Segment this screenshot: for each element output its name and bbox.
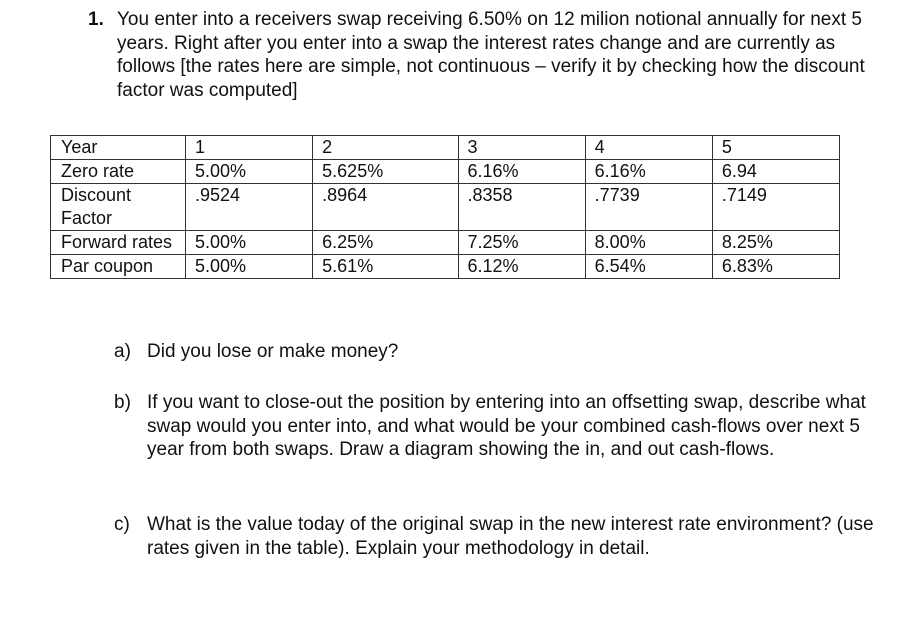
rates-table [50,135,840,279]
table-cell: 5.625% [313,160,458,184]
table-row-forward-rates [51,231,840,255]
table-cell: 7.25% [458,231,585,255]
subquestion-text: If you want to close-out the position by entering into an offsetting swap, describe what swap would you enter into, and what would be your combined cash-flows over next 5 year from both swaps. Draw a diagram showing the in, and out cash-flows. [147,392,866,460]
table-cell: 5.61% [313,255,458,279]
row-label: Discount Factor [51,184,186,231]
question-text: You enter into a receivers swap receiving 6.50% on 12 milion notional annually for next 5 years. Right after you enter into a swap the interest rates change and are currently as follows [the rates here are simple, not continuous – verify it by checking how the discount factor was computed] [117,9,865,101]
table-row-discount-factor [51,184,840,231]
question-1 [88,8,888,102]
table-cell: 6.94 [712,160,839,184]
table-cell: 6.83% [712,255,839,279]
table-cell: 8.00% [585,231,712,255]
subquestion-c [114,513,894,560]
table-cell: .9524 [186,184,313,231]
subquestion-a [114,340,894,364]
subquestion-b [114,391,894,462]
table-cell: 6.16% [585,160,712,184]
subquestion-text: Did you lose or make money? [147,341,399,362]
question-number: 1. [88,9,104,30]
row-label: Zero rate [51,160,186,184]
row-label: Par coupon [51,255,186,279]
table-cell: 5.00% [186,231,313,255]
subquestion-label: a) [114,341,131,362]
table-cell: 6.54% [585,255,712,279]
table-cell: 6.12% [458,255,585,279]
table-cell: 5 [712,136,839,160]
subquestion-label: c) [114,514,130,535]
table-cell: 2 [313,136,458,160]
table-cell: 8.25% [712,231,839,255]
table-cell: 6.25% [313,231,458,255]
table-row-year [51,136,840,160]
table-cell: 5.00% [186,255,313,279]
table-row-zero-rate [51,160,840,184]
table-cell: .8964 [313,184,458,231]
row-label: Forward rates [51,231,186,255]
row-label: Year [51,136,186,160]
table-cell: .8358 [458,184,585,231]
table-cell: 6.16% [458,160,585,184]
table-cell: .7149 [712,184,839,231]
table-cell: 3 [458,136,585,160]
subquestion-label: b) [114,392,131,413]
table-row-par-coupon [51,255,840,279]
table-cell: .7739 [585,184,712,231]
subquestion-text: What is the value today of the original swap in the new interest rate environment? (use rates given in the table). Explain your methodology in detail. [147,514,874,559]
table-cell: 5.00% [186,160,313,184]
table-cell: 1 [186,136,313,160]
table-cell: 4 [585,136,712,160]
